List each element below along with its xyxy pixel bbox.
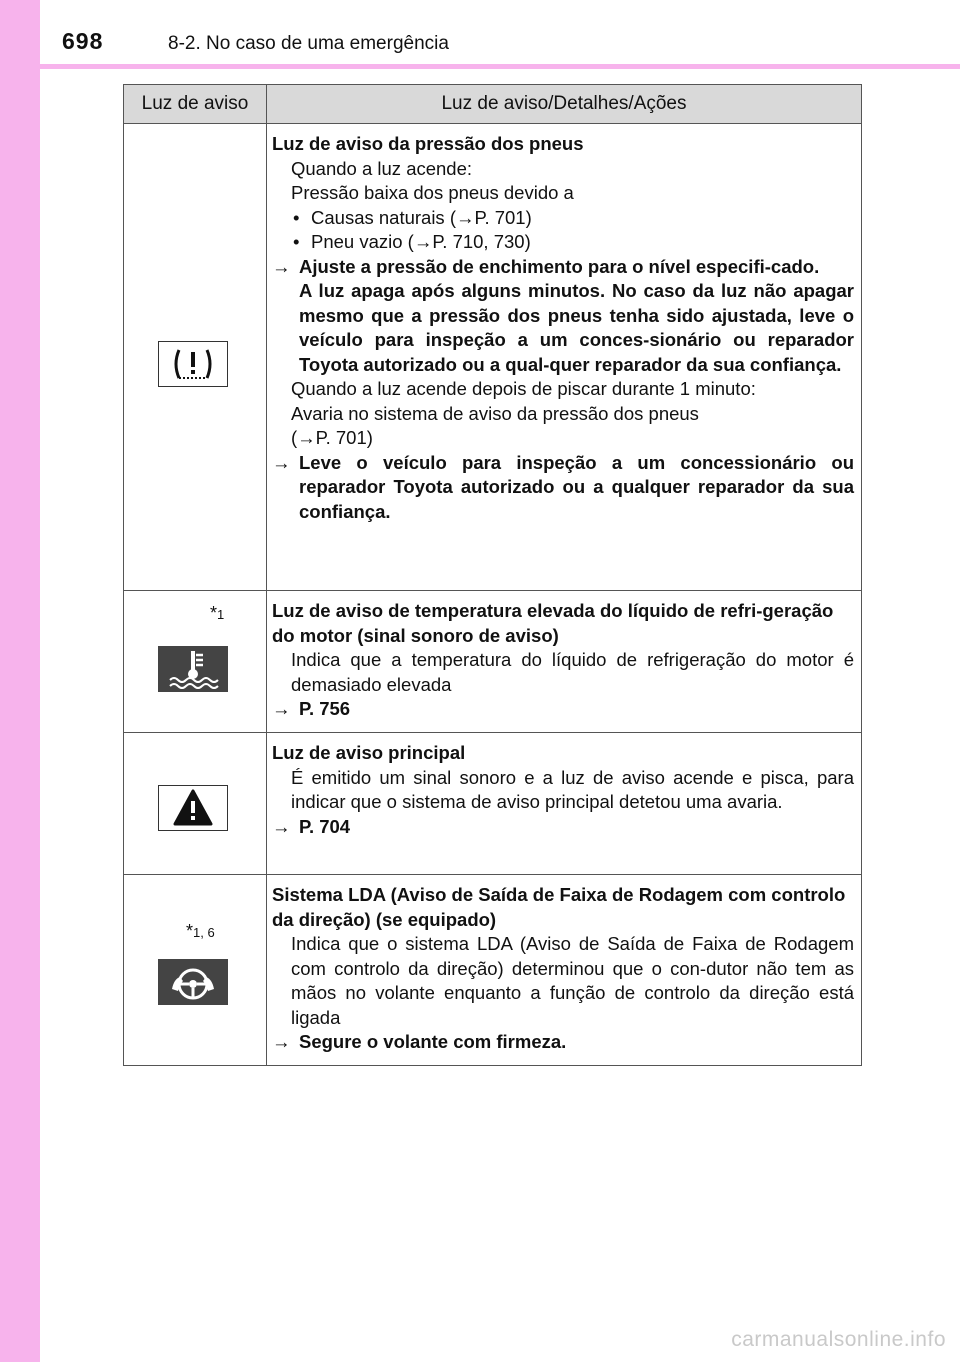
action-text: [272, 697, 854, 722]
bullet: •: [293, 231, 300, 252]
footnote-number: 1: [217, 607, 225, 622]
description-text: É emitido um sinal sonoro e a luz de aviso acende e pisca, para indicar que o sistema de aviso principal detetou uma avaria.: [291, 766, 854, 812]
arrow-icon: →: [272, 1031, 291, 1052]
row-title: Sistema LDA (Aviso de Saída de Faixa de Rodagem com controlo da direção) (se equipado): [272, 884, 846, 930]
action-label: Leve o veículo para inspeção a um concessionário ou reparador Toyota autorizado ou a qualquer reparador da sua confiança.: [299, 451, 854, 522]
action-note: [272, 279, 854, 377]
details-cell: [267, 124, 862, 591]
row-title: Luz de aviso principal: [272, 742, 466, 763]
details-cell: [267, 875, 862, 1066]
coolant-temperature-warning-icon: [158, 646, 228, 692]
bullet-text: Causas naturais (→P. 701): [311, 206, 532, 228]
footnote-mark: [186, 921, 215, 942]
page-reference: P. 756: [299, 698, 351, 719]
icon-cell: [124, 875, 267, 1066]
col-header-details: Luz de aviso/Detalhes/Ações: [267, 85, 862, 124]
table-header-row: [124, 85, 862, 124]
description-text: Indica que a temperatura do líquido de refrigeração do motor é demasiado elevada: [291, 649, 854, 695]
arrow-icon: →: [272, 698, 291, 719]
details-cell: [267, 733, 862, 875]
action-text: [272, 1030, 854, 1055]
action-text: [272, 815, 854, 840]
description-text: Indica que o sistema LDA (Aviso de Saída de Faixa de Rodagem com controlo da direção) determinou que o con-dutor não tem as mãos no volante enquanto a função de controlo da direção está ligada: [291, 933, 854, 1028]
table-row: [124, 733, 862, 875]
footnote-mark: [210, 603, 224, 624]
header-rule: [0, 64, 960, 69]
arrow-icon: →: [272, 255, 291, 277]
details-cell: [267, 591, 862, 733]
action-text: [272, 255, 854, 280]
table-row: [124, 875, 862, 1066]
arrow-icon: →: [272, 815, 291, 837]
col-header-light: Luz de aviso: [124, 85, 267, 124]
footnote-star: *: [210, 603, 218, 623]
master-warning-icon: [158, 785, 228, 831]
action-label: Ajuste a pressão de enchimento para o nível especifi-cado.: [299, 255, 820, 277]
list-item: [272, 206, 854, 231]
page-reference: P. 704: [299, 815, 351, 837]
list-item: [272, 230, 854, 255]
table-row: [124, 591, 862, 733]
action-text: [272, 451, 854, 525]
arrow-icon: →: [272, 451, 291, 473]
table-row: [124, 124, 862, 591]
row-title: Luz de aviso de temperatura elevada do líquido de refri-geração do motor (sinal sonoro de aviso): [272, 600, 834, 646]
icon-cell: [124, 591, 267, 733]
action-note-text: A luz apaga após alguns minutos. No caso da luz não apagar mesmo que a pressão dos pneus tenha sido ajustada, leve o veículo para inspeção a um conces-sionário ou reparador Toyota autorizado ou a qual-quer reparador da sua confiança.: [299, 280, 854, 375]
bullet-text: Pneu vazio (→P. 710, 730): [311, 231, 531, 252]
bullet: •: [293, 206, 300, 228]
page-number: 698: [62, 28, 104, 54]
row-title: Luz de aviso da pressão dos pneus: [272, 133, 584, 154]
watermark: carmanualsonline.info: [731, 1328, 946, 1351]
reference-text: (→P. 701): [291, 427, 373, 448]
section-title: 8-2. No caso de uma emergência: [168, 33, 449, 54]
tire-pressure-warning-icon: [158, 341, 228, 387]
icon-cell: [124, 124, 267, 591]
cause-text: Pressão baixa dos pneus devido a: [291, 182, 574, 203]
lda-steering-hands-icon: [158, 959, 228, 1005]
action-label: Segure o volante com firmeza.: [299, 1031, 567, 1052]
icon-cell: [124, 733, 267, 875]
footnote-number: 1, 6: [193, 925, 215, 940]
side-color-bar: [0, 0, 40, 1362]
cause-text: Avaria no sistema de aviso da pressão dos pneus: [291, 402, 699, 424]
warning-lights-table: [123, 84, 862, 1066]
condition-text: Quando a luz acende depois de piscar durante 1 minuto:: [291, 378, 756, 399]
condition-text: Quando a luz acende:: [291, 157, 473, 179]
footnote-star: *: [186, 921, 194, 941]
